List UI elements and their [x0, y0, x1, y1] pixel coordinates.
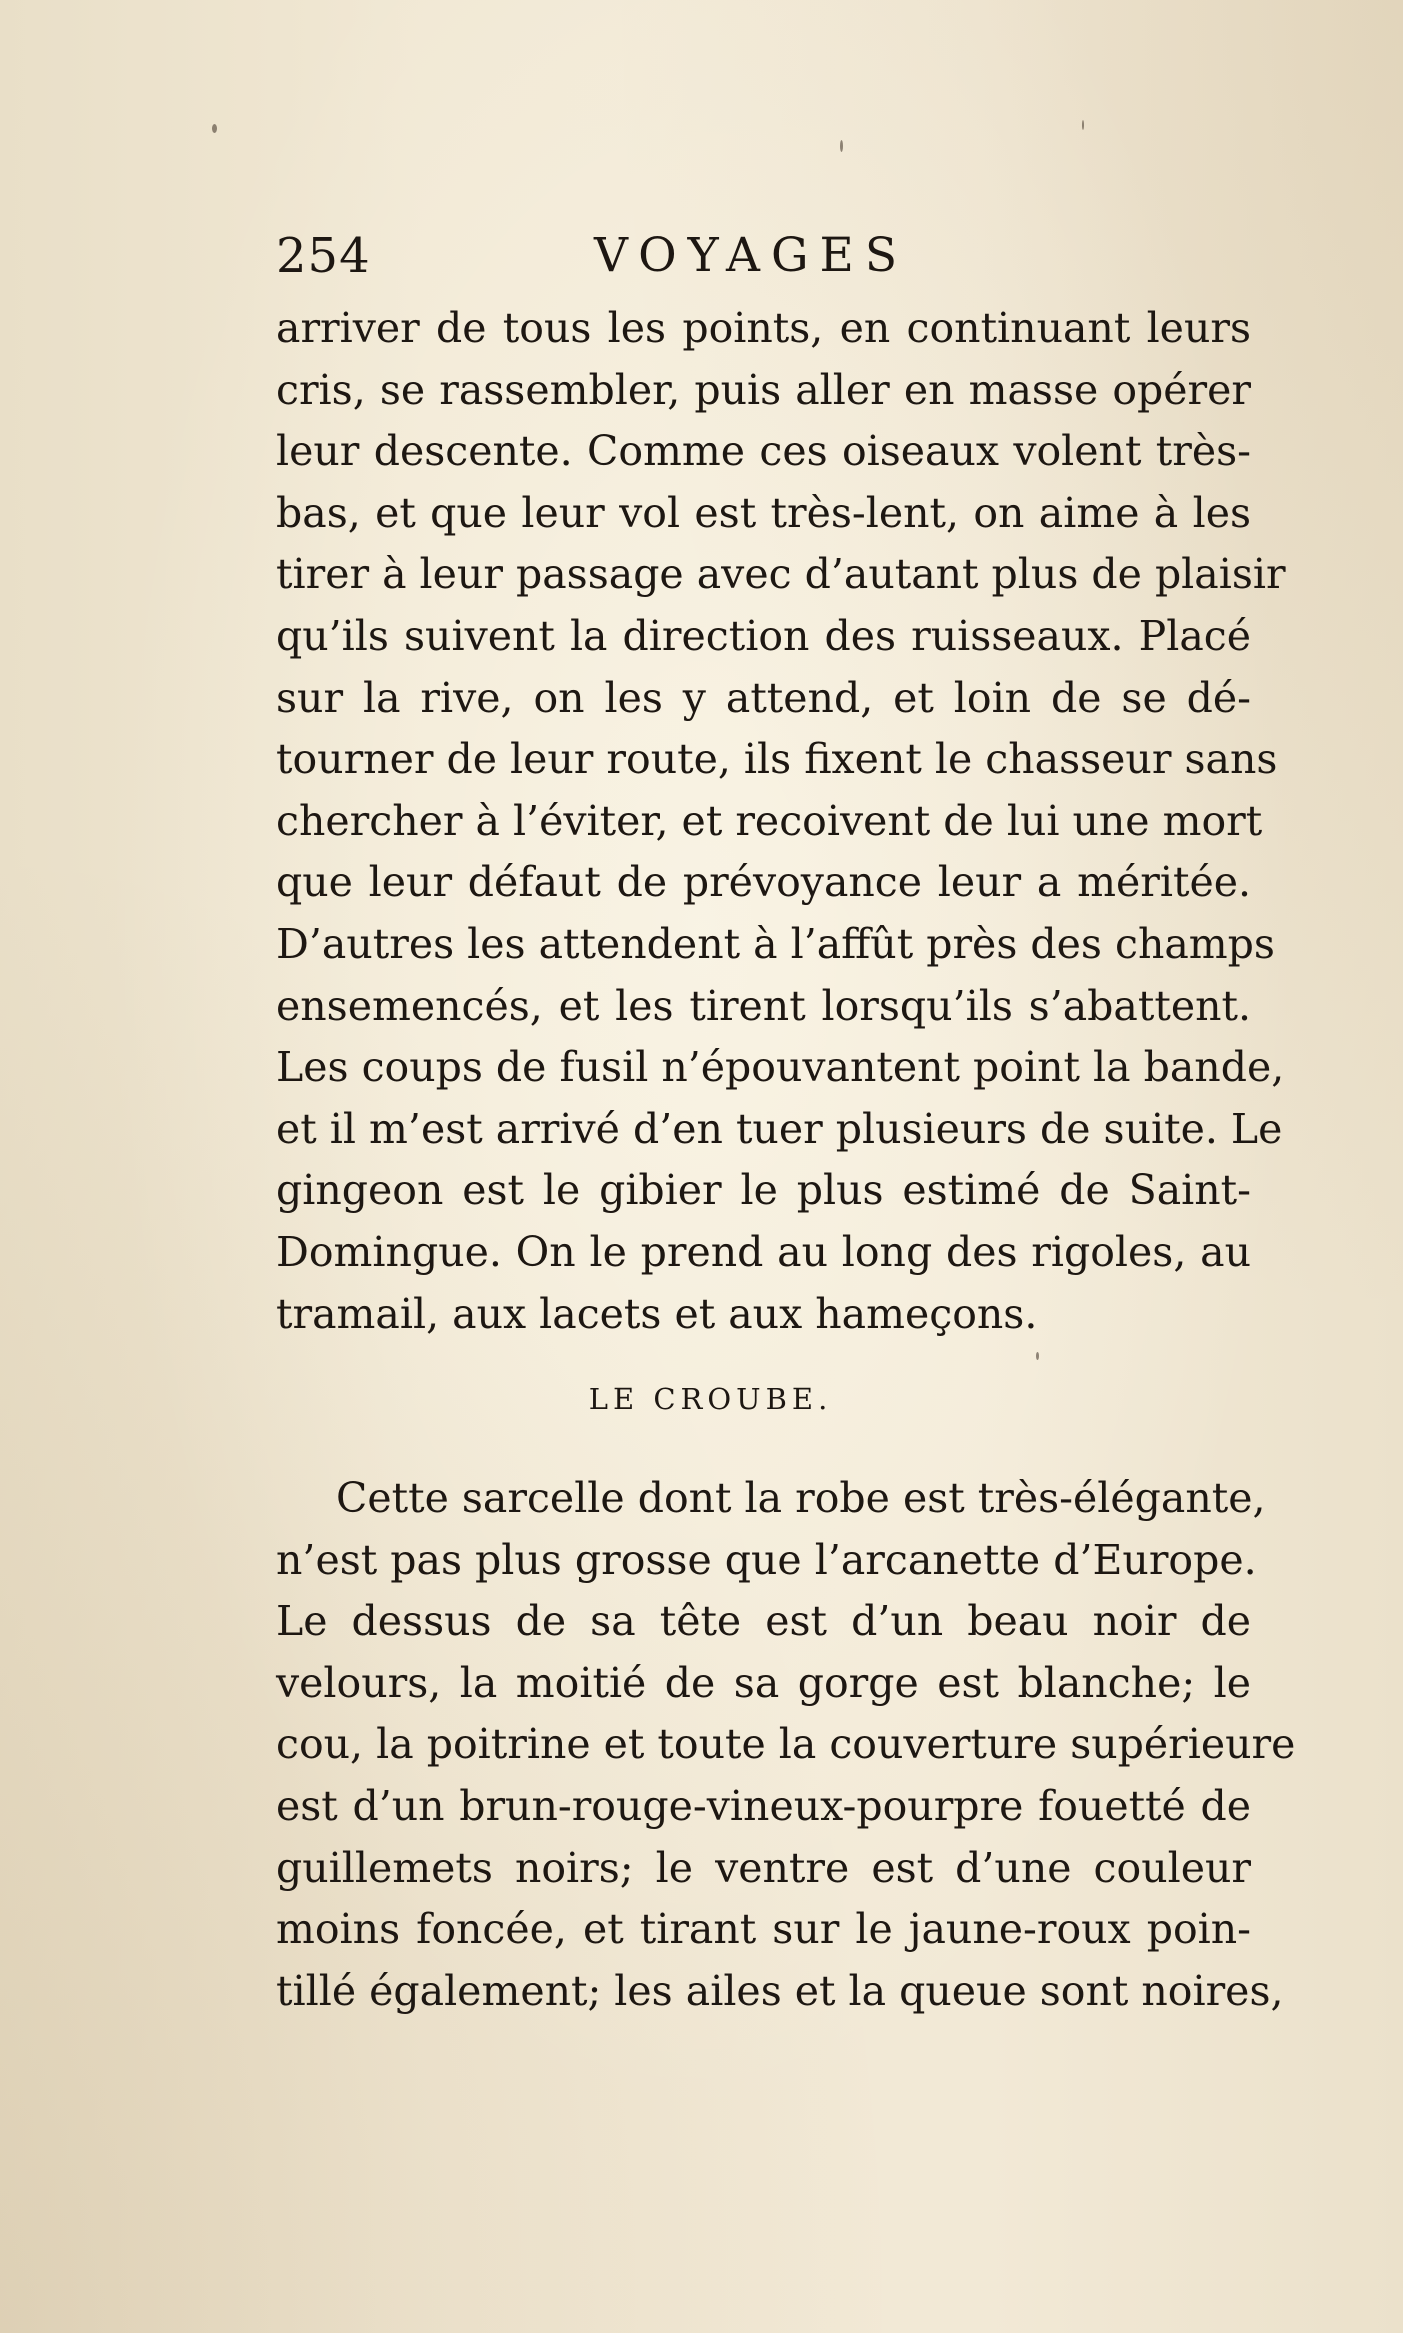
paper-speck: [840, 140, 843, 152]
text-line: tramail, aux lacets et aux hameçons.: [276, 1289, 1038, 1338]
text-line: chercher à l’éviter, et recoivent de lui une mort: [276, 796, 1263, 845]
text-line: cou, la poitrine et toute la couverture supérieure: [276, 1720, 1296, 1769]
running-head: VOYAGES: [594, 228, 909, 283]
text-line: ensemencés, et les tirent lorsqu’ils s’abattent.: [276, 981, 1251, 1030]
text-line: est d’un brun-rouge-vineux-pourpre fouetté de: [276, 1781, 1251, 1830]
text-line: bas, et que leur vol est très-lent, on aime à les: [276, 488, 1251, 537]
text-line: Cette sarcelle dont la robe est très-élégante,: [336, 1474, 1266, 1522]
text-line: cris, se rassembler, puis aller en masse opérer: [276, 365, 1251, 414]
text-line: tourner de leur route, ils fixent le chasseur sans: [276, 735, 1278, 784]
section-heading: LE CROUBE.: [588, 1382, 833, 1416]
text-line: tillé également; les ailes et la queue sont noires,: [276, 1966, 1284, 2015]
paper-speck: [212, 124, 217, 133]
text-line: gingeon est le gibier le plus estimé de Saint-: [276, 1166, 1251, 1215]
text-line: Les coups de fusil n’épouvantent point la bande,: [276, 1043, 1285, 1092]
text-line: tirer à leur passage avec d’autant plus de plaisir: [276, 550, 1286, 599]
text-line: Le dessus de sa tête est d’un beau noir de: [276, 1597, 1251, 1646]
text-line: arriver de tous les points, en continuant leurs: [276, 304, 1251, 352]
text-line: leur descente. Comme ces oiseaux volent très-: [276, 427, 1251, 476]
paper-speck: [1036, 1352, 1039, 1360]
paragraph-continued: [276, 298, 1286, 1345]
paragraph-croube: [276, 1468, 1296, 2022]
page-number: 254: [276, 228, 371, 284]
text-line: et il m’est arrivé d’en tuer plusieurs de suite. Le: [276, 1104, 1283, 1153]
text-line: qu’ils suivent la direction des ruisseaux. Placé: [276, 611, 1251, 660]
text-line: D’autres les attendent à l’affût près des champs: [276, 919, 1275, 968]
text-line: moins foncée, et tirant sur le jaune-roux poin-: [276, 1905, 1251, 1954]
text-line: n’est pas plus grosse que l’arcanette d’Europe.: [276, 1535, 1257, 1584]
text-line: Domingue. On le prend au long des rigoles, au: [276, 1227, 1251, 1276]
text-line: velours, la moitié de sa gorge est blanche; le: [276, 1658, 1251, 1707]
text-line: guillemets noirs; le ventre est d’une couleur: [276, 1843, 1251, 1892]
page-header: [276, 228, 1276, 298]
text-line: que leur défaut de prévoyance leur a méritée.: [276, 858, 1251, 907]
text-line: sur la rive, on les y attend, et loin de se dé-: [276, 673, 1251, 722]
paper-speck: [1082, 120, 1084, 130]
